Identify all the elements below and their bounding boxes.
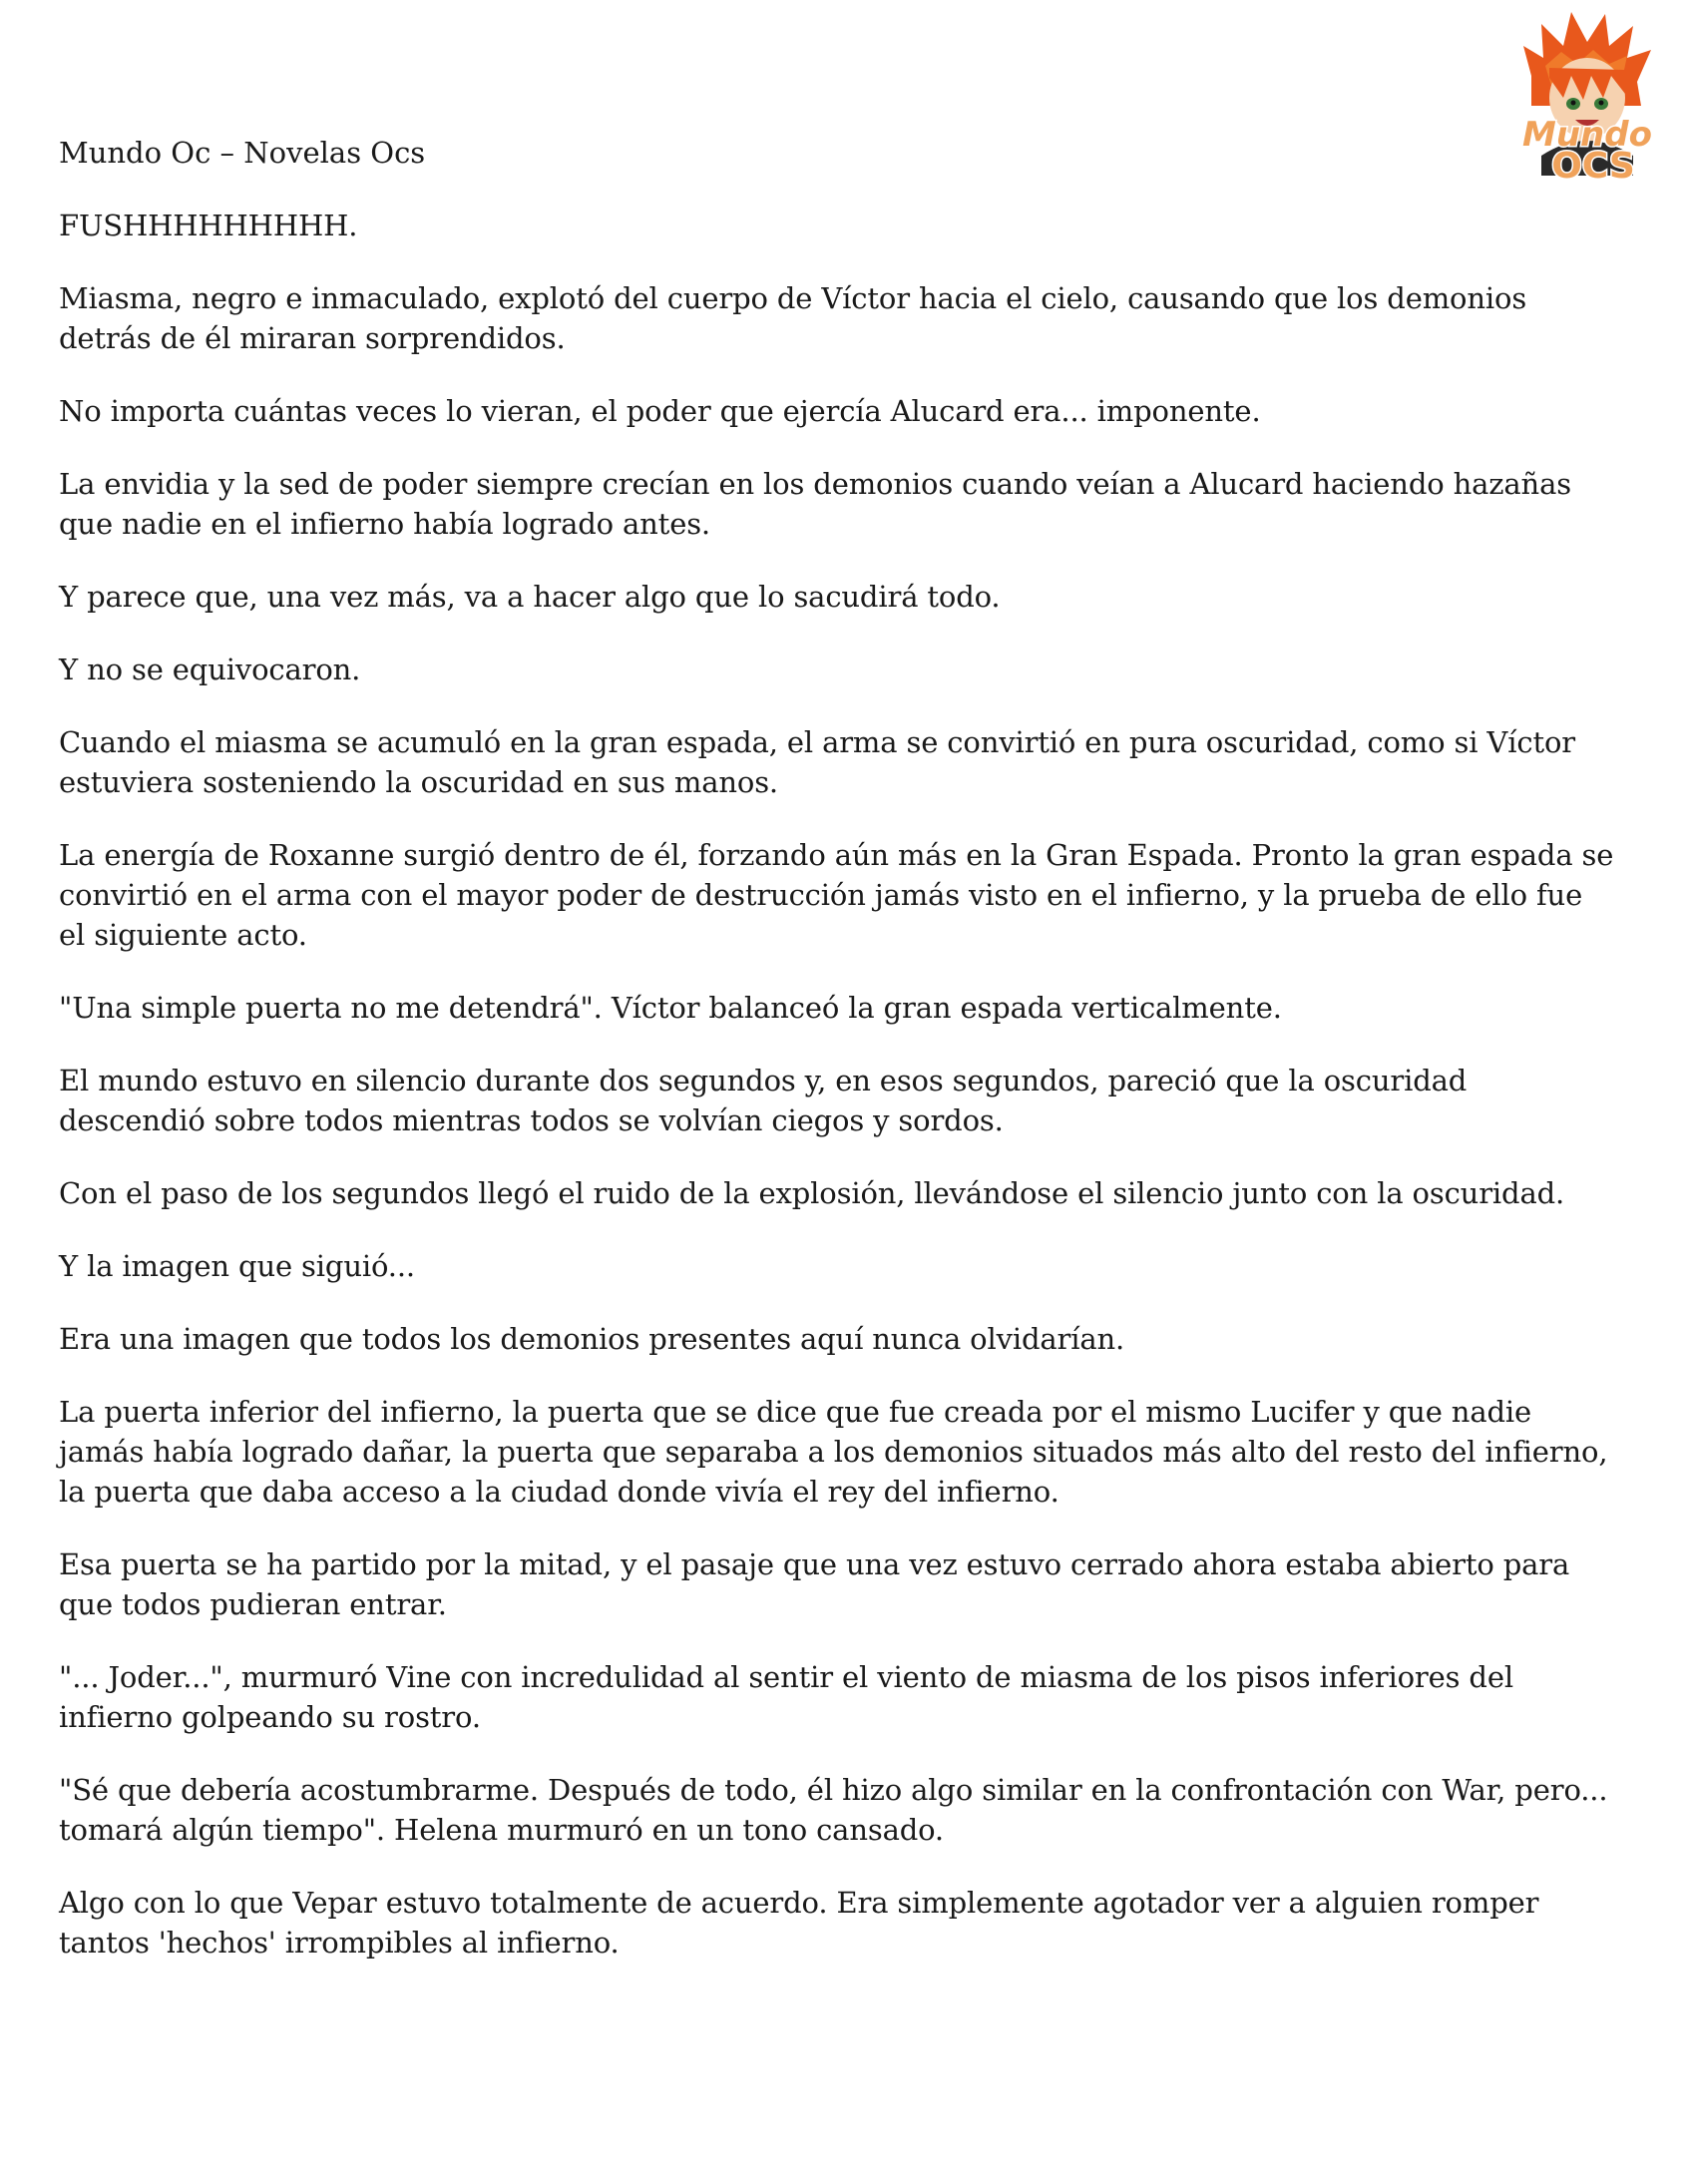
- paragraph: Cuando el miasma se acumuló en la gran espada, el arma se convirtió en pura oscuridad, como si Víctor estuviera sosteniendo la oscuridad en sus manos.: [59, 725, 1575, 799]
- logo-text-bottom: OCS: [1551, 146, 1635, 186]
- paragraph: "Sé que debería acostumbrarme. Después de todo, él hizo algo similar en la confrontación con War, pero... tomará algún tiempo". Helena murmuró en un tono cansado.: [59, 1773, 1608, 1847]
- paragraph: Miasma, negro e inmaculado, explotó del cuerpo de Víctor hacia el cielo, causando que los demonios detrás de él miraran sorprendidos.: [59, 281, 1527, 355]
- paragraph: El mundo estuvo en silencio durante dos segundos y, en esos segundos, pareció que la oscuridad descendió sobre todos mientras todos se volvían ciegos y sordos.: [59, 1064, 1468, 1137]
- paragraph: Algo con lo que Vepar estuvo totalmente de acuerdo. Era simplemente agotador ver a alguien romper tantos 'hechos' irrompibles al infierno.: [59, 1886, 1539, 1960]
- paragraph: "Una simple puerta no me detendrá". Víctor balanceó la gran espada verticalmente.: [59, 991, 1282, 1025]
- document-body: [59, 133, 1615, 1995]
- document-header: Mundo Oc – Novelas Ocs: [59, 136, 426, 170]
- logo-text-top: Mundo: [1522, 115, 1652, 155]
- paragraph: FUSHHHHHHHHH.: [59, 209, 358, 242]
- paragraph: La energía de Roxanne surgió dentro de él, forzando aún más en la Gran Espada. Pronto la gran espada se convirtió en el arma con el mayor poder de destrucción jamás visto en el infierno, y la prueba de ello fue el siguiente acto.: [59, 838, 1614, 952]
- paragraph: Y no se equivocaron.: [59, 653, 361, 686]
- paragraph: Era una imagen que todos los demonios presentes aquí nunca olvidarían.: [59, 1322, 1125, 1356]
- paragraph: Esa puerta se ha partido por la mitad, y el pasaje que una vez estuvo cerrado ahora estaba abierto para que todos pudieran entrar.: [59, 1547, 1570, 1621]
- paragraph: Y parece que, una vez más, va a hacer algo que lo sacudirá todo.: [59, 580, 1001, 614]
- paragraph: "... Joder...", murmuró Vine con incredulidad al sentir el viento de miasma de los pisos inferiores del infierno golpeando su rostro.: [59, 1660, 1513, 1734]
- paragraph: Y la imagen que siguió...: [59, 1249, 415, 1283]
- paragraph: No importa cuántas veces lo vieran, el poder que ejercía Alucard era... imponente.: [59, 394, 1261, 428]
- paragraph: La envidia y la sed de poder siempre crecían en los demonios cuando veían a Alucard haciendo hazañas que nadie en el infierno había logrado antes.: [59, 467, 1571, 541]
- paragraph: La puerta inferior del infierno, la puerta que se dice que fue creada por el mismo Lucifer y que nadie jamás había logrado dañar, la puerta que separaba a los demonios situados más alto del resto del infierno, la puerta que daba acceso a la ciudad donde vivía el rey del infierno.: [59, 1395, 1608, 1509]
- paragraph: Con el paso de los segundos llegó el ruido de la explosión, llevándose el silencio junto con la oscuridad.: [59, 1176, 1565, 1210]
